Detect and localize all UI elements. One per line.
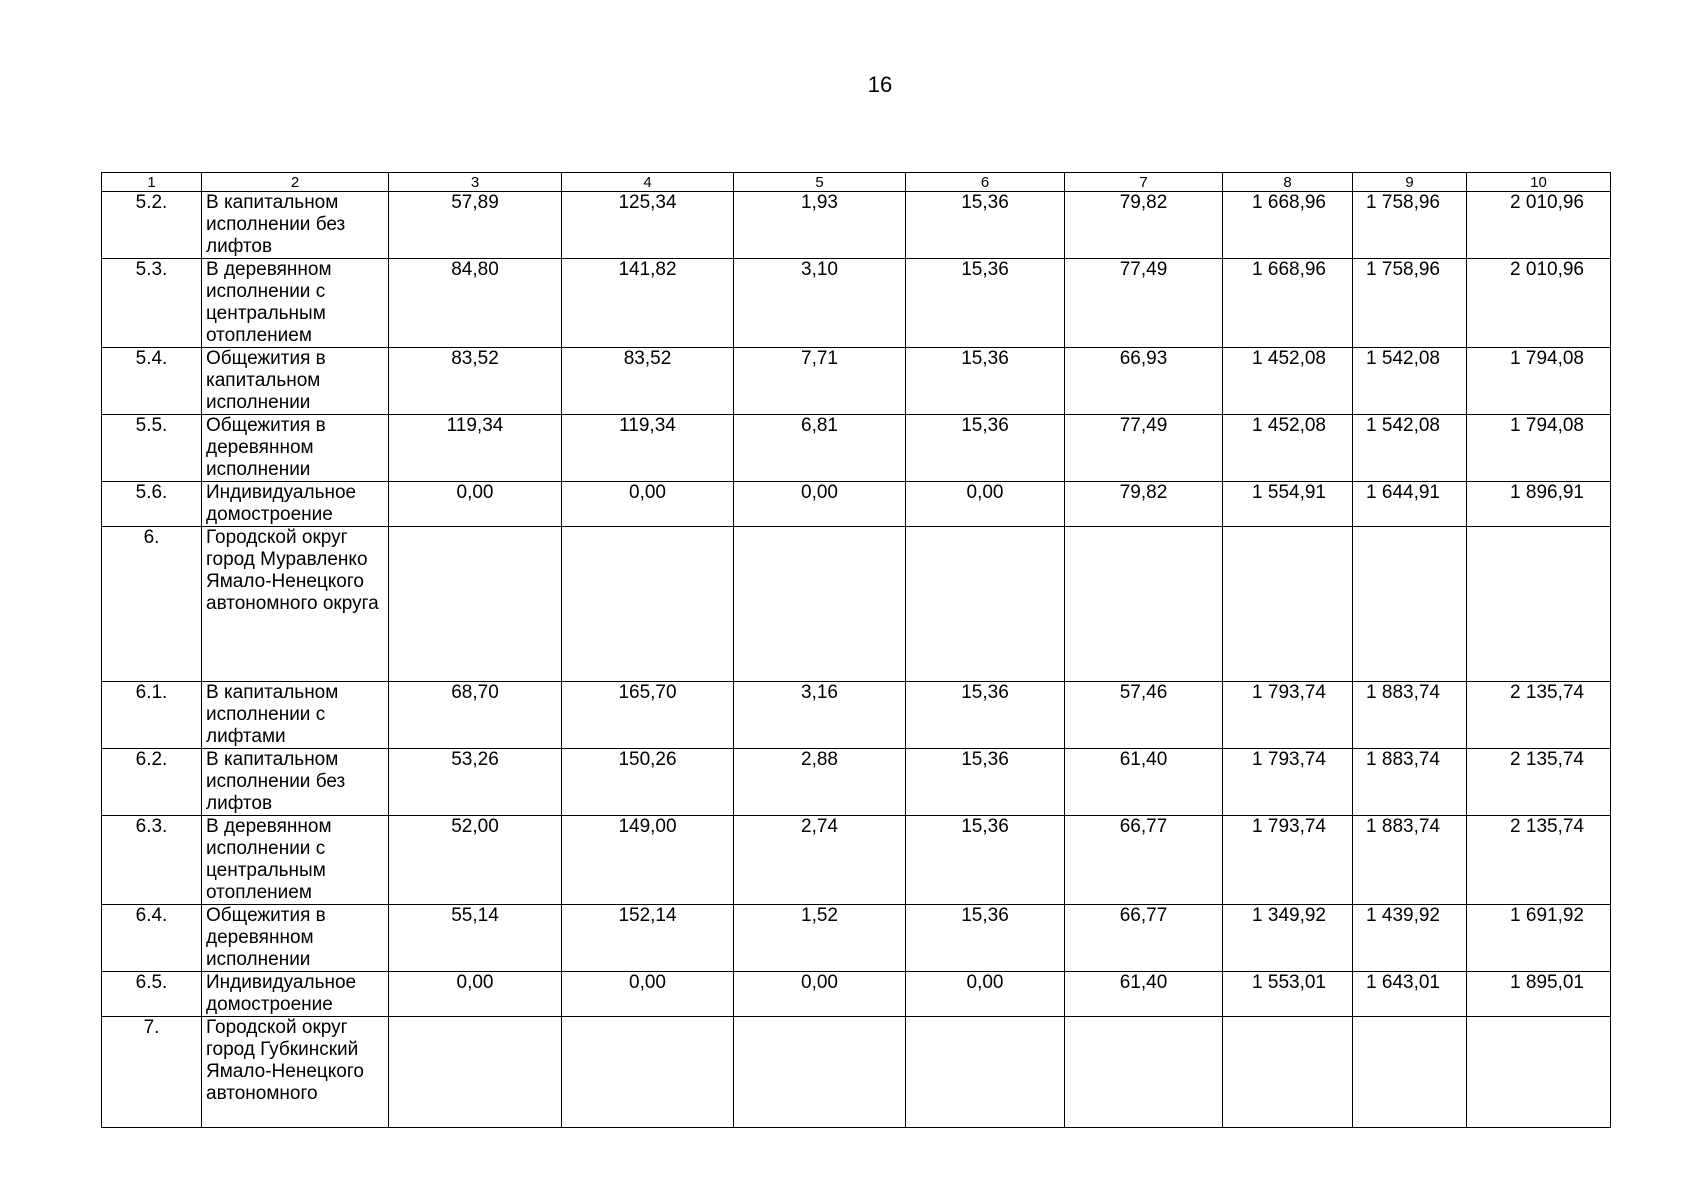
value-cell-col-6: 0,00: [906, 972, 1065, 1017]
row-number-cell: 5.6.: [102, 482, 202, 527]
value-cell-col-3: 0,00: [389, 972, 562, 1017]
value-cell-col-9: 1 542,08: [1353, 348, 1467, 415]
value-cell-col-3: 57,89: [389, 192, 562, 259]
value-cell-col-5: 1,52: [734, 905, 906, 972]
value-cell-col-9: 1 643,01: [1353, 972, 1467, 1017]
row-name-cell: Городской округ город Муравленко Ямало-Ненецкого автономного округа: [202, 527, 389, 682]
value-cell-col-7: 66,77: [1065, 905, 1223, 972]
value-cell-col-4: 150,26: [562, 749, 734, 816]
table-row: [102, 1017, 1611, 1128]
value-cell-col-8: 1 793,74: [1223, 816, 1353, 905]
value-cell-col-8: 1 793,74: [1223, 682, 1353, 749]
row-number-cell: 7.: [102, 1017, 202, 1128]
value-cell-col-9: 1 883,74: [1353, 749, 1467, 816]
row-number-cell: 6.: [102, 527, 202, 682]
value-cell-col-3: 83,52: [389, 348, 562, 415]
column-header: 3: [389, 173, 562, 192]
value-cell-col-6: [906, 527, 1065, 682]
value-cell-col-8: 1 668,96: [1223, 259, 1353, 348]
column-header: 4: [562, 173, 734, 192]
table-row: [102, 749, 1611, 816]
table-row: [102, 527, 1611, 682]
value-cell-col-9: 1 883,74: [1353, 682, 1467, 749]
row-number-cell: 6.3.: [102, 816, 202, 905]
row-name-cell: Общежития в капитальном исполнении: [202, 348, 389, 415]
value-cell-col-3: 84,80: [389, 259, 562, 348]
value-cell-col-3: 119,34: [389, 415, 562, 482]
value-cell-col-9: 1 883,74: [1353, 816, 1467, 905]
value-cell-col-6: 15,36: [906, 348, 1065, 415]
tariff-table: [101, 172, 1611, 1128]
value-cell-col-3: 68,70: [389, 682, 562, 749]
column-header: 8: [1223, 173, 1353, 192]
column-header: 1: [102, 173, 202, 192]
value-cell-col-9: [1353, 1017, 1467, 1128]
value-cell-col-5: 0,00: [734, 482, 906, 527]
value-cell-col-9: [1353, 527, 1467, 682]
value-cell-col-8: 1 668,96: [1223, 192, 1353, 259]
value-cell-col-5: 2,88: [734, 749, 906, 816]
value-cell-col-8: [1223, 527, 1353, 682]
value-cell-col-7: 61,40: [1065, 749, 1223, 816]
value-cell-col-4: 0,00: [562, 482, 734, 527]
row-name-cell: В деревянном исполнении с центральным отоплением: [202, 816, 389, 905]
row-name-cell: В капитальном исполнении без лифтов: [202, 749, 389, 816]
value-cell-col-6: 15,36: [906, 682, 1065, 749]
value-cell-col-3: [389, 527, 562, 682]
row-number-cell: 6.2.: [102, 749, 202, 816]
value-cell-col-5: 3,16: [734, 682, 906, 749]
value-cell-col-3: 55,14: [389, 905, 562, 972]
value-cell-col-6: 0,00: [906, 482, 1065, 527]
value-cell-col-6: [906, 1017, 1065, 1128]
value-cell-col-7: 77,49: [1065, 259, 1223, 348]
value-cell-col-4: 83,52: [562, 348, 734, 415]
row-name-cell: В капитальном исполнении без лифтов: [202, 192, 389, 259]
value-cell-col-3: [389, 1017, 562, 1128]
row-name-cell: Индивидуальное домостроение: [202, 482, 389, 527]
row-name-cell: Индивидуальное домостроение: [202, 972, 389, 1017]
value-cell-col-7: 61,40: [1065, 972, 1223, 1017]
row-name-cell: Общежития в деревянном исполнении: [202, 415, 389, 482]
value-cell-col-4: 125,34: [562, 192, 734, 259]
value-cell-col-7: 79,82: [1065, 192, 1223, 259]
table-row: [102, 972, 1611, 1017]
value-cell-col-4: [562, 1017, 734, 1128]
page-number: 16: [867, 72, 893, 97]
value-cell-col-9: 1 758,96: [1353, 192, 1467, 259]
row-number-cell: 5.2.: [102, 192, 202, 259]
value-cell-col-5: 2,74: [734, 816, 906, 905]
table-body: [102, 192, 1611, 1128]
row-number-cell: 6.4.: [102, 905, 202, 972]
value-cell-col-8: 1 452,08: [1223, 415, 1353, 482]
value-cell-col-3: 52,00: [389, 816, 562, 905]
value-cell-col-4: [562, 527, 734, 682]
column-header: 10: [1467, 173, 1611, 192]
row-number-cell: 5.4.: [102, 348, 202, 415]
value-cell-col-3: 53,26: [389, 749, 562, 816]
value-cell-col-3: 0,00: [389, 482, 562, 527]
value-cell-col-5: 6,81: [734, 415, 906, 482]
row-name-cell: В капитальном исполнении с лифтами: [202, 682, 389, 749]
table-row: [102, 192, 1611, 259]
table-row: [102, 348, 1611, 415]
value-cell-col-5: [734, 1017, 906, 1128]
row-name-cell: Общежития в деревянном исполнении: [202, 905, 389, 972]
value-cell-col-10: [1467, 1017, 1611, 1128]
column-header: 5: [734, 173, 906, 192]
value-cell-col-8: 1 553,01: [1223, 972, 1353, 1017]
table-row: [102, 905, 1611, 972]
value-cell-col-10: 1 895,01: [1467, 972, 1611, 1017]
value-cell-col-7: [1065, 527, 1223, 682]
value-cell-col-6: 15,36: [906, 905, 1065, 972]
value-cell-col-10: 1 691,92: [1467, 905, 1611, 972]
value-cell-col-6: 15,36: [906, 816, 1065, 905]
table-row: [102, 415, 1611, 482]
value-cell-col-9: 1 439,92: [1353, 905, 1467, 972]
column-header: 6: [906, 173, 1065, 192]
column-header: 7: [1065, 173, 1223, 192]
value-cell-col-9: 1 542,08: [1353, 415, 1467, 482]
value-cell-col-4: 0,00: [562, 972, 734, 1017]
value-cell-col-8: 1 793,74: [1223, 749, 1353, 816]
value-cell-col-4: 165,70: [562, 682, 734, 749]
value-cell-col-8: [1223, 1017, 1353, 1128]
row-number-cell: 6.1.: [102, 682, 202, 749]
column-header: 2: [202, 173, 389, 192]
value-cell-col-10: 1 896,91: [1467, 482, 1611, 527]
value-cell-col-5: 7,71: [734, 348, 906, 415]
value-cell-col-5: 1,93: [734, 192, 906, 259]
row-number-cell: 6.5.: [102, 972, 202, 1017]
value-cell-col-10: [1467, 527, 1611, 682]
value-cell-col-6: 15,36: [906, 749, 1065, 816]
value-cell-col-7: 77,49: [1065, 415, 1223, 482]
value-cell-col-10: 2 135,74: [1467, 749, 1611, 816]
column-header: 9: [1353, 173, 1467, 192]
value-cell-col-8: 1 349,92: [1223, 905, 1353, 972]
value-cell-col-5: [734, 527, 906, 682]
table-row: [102, 816, 1611, 905]
value-cell-col-10: 2 135,74: [1467, 682, 1611, 749]
value-cell-col-4: 149,00: [562, 816, 734, 905]
value-cell-col-10: 1 794,08: [1467, 348, 1611, 415]
value-cell-col-9: 1 758,96: [1353, 259, 1467, 348]
value-cell-col-10: 1 794,08: [1467, 415, 1611, 482]
row-name-cell: Городской округ город Губкинский Ямало-Ненецкого автономного: [202, 1017, 389, 1128]
table-row: [102, 482, 1611, 527]
value-cell-col-7: 66,77: [1065, 816, 1223, 905]
value-cell-col-8: 1 452,08: [1223, 348, 1353, 415]
value-cell-col-6: 15,36: [906, 192, 1065, 259]
value-cell-col-5: 0,00: [734, 972, 906, 1017]
value-cell-col-5: 3,10: [734, 259, 906, 348]
value-cell-col-7: 79,82: [1065, 482, 1223, 527]
value-cell-col-4: 119,34: [562, 415, 734, 482]
value-cell-col-6: 15,36: [906, 415, 1065, 482]
value-cell-col-4: 141,82: [562, 259, 734, 348]
value-cell-col-7: 66,93: [1065, 348, 1223, 415]
row-name-cell: В деревянном исполнении с центральным отоплением: [202, 259, 389, 348]
value-cell-col-10: 2 010,96: [1467, 259, 1611, 348]
row-number-cell: 5.5.: [102, 415, 202, 482]
value-cell-col-10: 2 135,74: [1467, 816, 1611, 905]
table-row: [102, 259, 1611, 348]
value-cell-col-9: 1 644,91: [1353, 482, 1467, 527]
column-number-row: [102, 173, 1611, 192]
value-cell-col-8: 1 554,91: [1223, 482, 1353, 527]
row-number-cell: 5.3.: [102, 259, 202, 348]
value-cell-col-7: [1065, 1017, 1223, 1128]
table-row: [102, 682, 1611, 749]
value-cell-col-7: 57,46: [1065, 682, 1223, 749]
value-cell-col-4: 152,14: [562, 905, 734, 972]
value-cell-col-10: 2 010,96: [1467, 192, 1611, 259]
value-cell-col-6: 15,36: [906, 259, 1065, 348]
